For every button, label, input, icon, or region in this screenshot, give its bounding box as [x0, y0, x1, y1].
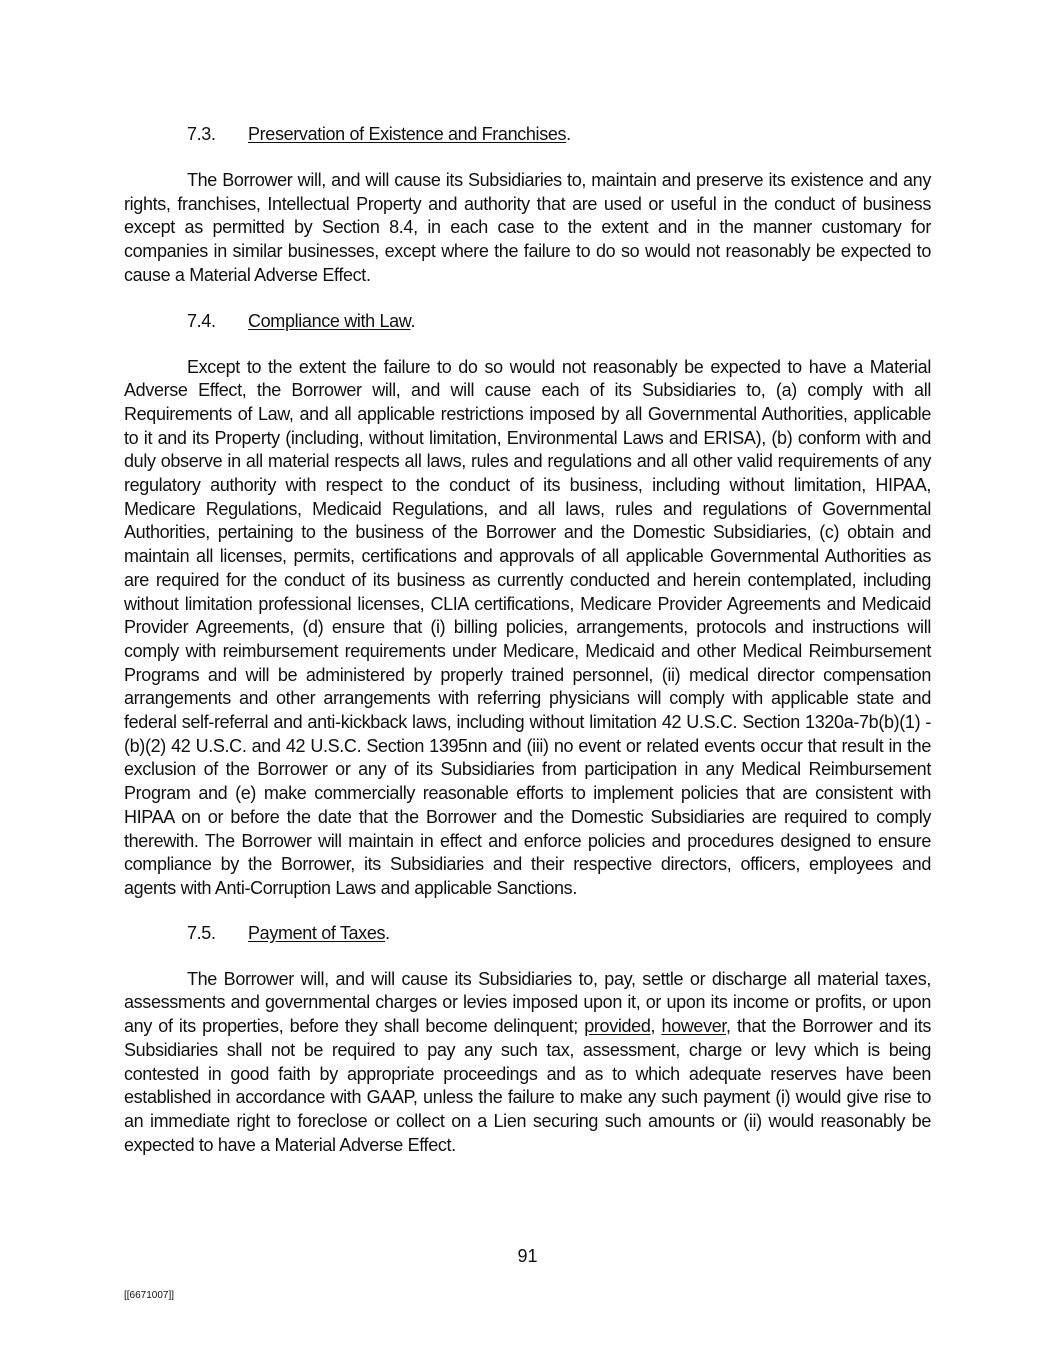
- section-number: 7.5.: [187, 922, 216, 943]
- heading-period: .: [385, 922, 390, 943]
- section-number: 7.4.: [187, 310, 216, 331]
- paragraph-text: , that the Borrower and its Subsidiaries shall not be required to pay any such tax, assessment, charge or levy which is being contested in good faith by appropriate proceedings and as to which adequate reserves have been established in accordance with GAAP, unless the failure to make any such payment (i) would give rise to an immediate right to foreclose or collect on a Lien securing such amounts or (ii) would reasonably be expected to have a Material Adverse Effect.: [124, 1016, 932, 1155]
- section-heading-7-4: [124, 310, 931, 334]
- section-paragraph-7-5: [124, 968, 931, 1158]
- section-number: 7.3.: [187, 124, 216, 144]
- section-paragraph-7-4: Except to the extent the failure to do so would not reasonably be expected to have a Material Adverse Effect, the Borrower will, and will cause each of its Subsidiaries to, (a) comply with all Requirements of Law, and all applicable restrictions imposed by all Governmental Authorities, applicable to it and its Property (including, without limitation, Environmental Laws and ERISA), (b) conform with and duly observe in all material respects all laws, rules and regulations and all other valid requirements of any regulatory authority with respect to the conduct of its business, including without limitation, HIPAA, Medicare Regulations, Medicaid Regulations, and all laws, rules and regulations of Governmental Authorities, pertaining to the business of the Borrower and the Domestic Subsidiaries, (c) obtain and maintain all licenses, permits, certifications and approvals of all applicable Governmental Authorities as are required for the conduct of its business as currently conducted and herein contemplated, including without limitation professional licenses, CLIA certifications, Medicare Provider Agreements and Medicaid Provider Agreements, (d) ensure that (i) billing policies, arrangements, protocols and instructions will comply with reimbursement requirements under Medicare, Medicaid and other Medical Reimbursement Programs and will be administered by properly trained personnel, (ii) medical director compensation arrangements and other arrangements with referring physicians will comply with applicable state and federal self-referral and anti-kickback laws, including without limitation 42 U.S.C. Section 1320a-7b(b)(1) - (b)(2) 42 U.S.C. and 42 U.S.C. Section 1395nn and (iii) no event or related events occur that result in the exclusion of the Borrower or any of its Subsidiaries from participation in any Medical Reimbursement Program and (e) make commercially reasonable efforts to implement policies that are consistent with HIPAA on or before the date that the Borrower and the Domestic Subsidiaries are required to comply therewith. The Borrower will maintain in effect and enforce policies and procedures designed to ensure compliance by the Borrower, its Subsidiaries and their respective directors, officers, employees and agents with Anti-Corruption Laws and applicable Sanctions.: [124, 356, 931, 898]
- section-heading-7-5: [124, 922, 931, 946]
- section-title: Payment of Taxes: [248, 922, 386, 943]
- however-term: however: [661, 1016, 727, 1037]
- comma-separator: ,: [650, 1016, 662, 1037]
- document-body: [124, 123, 931, 1157]
- section-title: Compliance with Law: [248, 310, 411, 331]
- heading-period: .: [410, 310, 416, 331]
- paragraph-text: The Borrower will, and will cause its Subsidiaries to, pay, settle or discharge all material taxes, assessments and governmental charges or levies imposed upon it, or upon its income or profits, or upon any of its properties, before they shall become delinquent;: [124, 968, 931, 1037]
- document-id: [[6671007]]: [124, 1290, 175, 1301]
- section-heading-7-3: [124, 123, 931, 147]
- section-title: Preservation of Existence and Franchises: [248, 124, 567, 144]
- section-paragraph-7-3: The Borrower will, and will cause its Subsidiaries to, maintain and preserve its existence and any rights, franchises, Intellectual Property and authority that are used or useful in the conduct of business except as permitted by Section 8.4, in each case to the extent and in the manner customary for companies in similar businesses, except where the failure to do so would not reasonably be expected to cause a Material Adverse Effect.: [124, 170, 931, 285]
- heading-period: .: [566, 124, 571, 144]
- provided-term: provided: [584, 1016, 651, 1037]
- page-number: 91: [517, 1246, 538, 1266]
